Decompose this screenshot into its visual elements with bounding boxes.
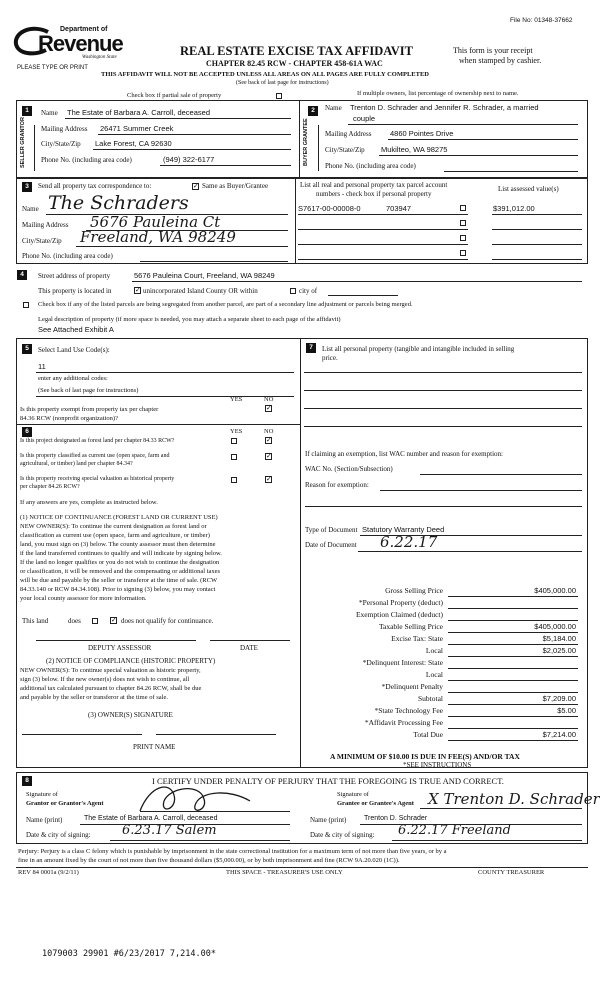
owner-signature-label: (3) OWNER(S) SIGNATURE <box>88 711 173 719</box>
corr-name-label: Name <box>22 205 39 213</box>
logo-dept: Department of <box>60 26 108 33</box>
notice2-title: (2) NOTICE OF COMPLIANCE (HISTORIC PROPERTY) <box>46 657 216 665</box>
corr-city-value: Freeland, WA 98249 <box>80 228 236 246</box>
buyer-city-value: Mukilteo, WA 98275 <box>381 145 448 154</box>
file-number: File No: 01348-37662 <box>510 17 573 24</box>
historic-question-2: per chapter 84.26 RCW? <box>20 484 80 490</box>
parcels-header-2: numbers - check box if personal property <box>316 190 432 198</box>
section-7-badge: 7 <box>306 343 316 353</box>
seller-mailing-label: Mailing Address <box>41 125 88 133</box>
multiple-owners-note: If multiple owners, list percentage of ownership next to name. <box>357 90 519 97</box>
grantee-print-value: Trenton D. Schrader <box>364 815 428 822</box>
personal-property-checkbox-1[interactable] <box>460 205 466 211</box>
personal-property-checkbox-2[interactable] <box>460 220 466 226</box>
doc-date-label: Date of Document <box>305 541 357 549</box>
exempt-question-2: 84.36 RCW (nonprofit organization)? <box>20 415 118 422</box>
personal-property-label-2: price. <box>322 354 338 362</box>
doc-type-label: Type of Document <box>305 526 358 534</box>
forest-no-checkbox[interactable]: ✓ <box>266 437 272 444</box>
seller-phone-label: Phone No. (including area code) <box>41 156 132 164</box>
doc-date-value: 6.22.17 <box>380 533 438 551</box>
historic-question-1: Is this property receiving special valuation as historical property <box>20 476 175 482</box>
this-land-label: This land <box>22 617 49 625</box>
grantee-signature: X Trenton D. Schrader <box>428 790 600 808</box>
located-county: unincorporated Island County OR within <box>143 287 258 295</box>
send-correspondence-label: Send all property tax correspondence to: <box>38 182 152 190</box>
notice1-title: (1) NOTICE OF CONTINUANCE (FOREST LAND OR CURRENT USE) <box>20 514 218 521</box>
perjury-line-2: fine in an amount fixed by the court of not more than five thousand dollars ($5,000.00), or by both imprisonment and fine (RCW 9A.20.020 (1C)). <box>18 857 400 864</box>
exempt-question-1: Is this property exempt from property tax per chapter <box>20 406 159 413</box>
exempt-yes-header: YES <box>230 396 243 403</box>
street-value: 5676 Pauleina Court, Freeland, WA 98249 <box>134 271 275 280</box>
designation-yes-header: YES <box>230 428 243 435</box>
partial-sale-label: Check box if partial sale of property <box>127 92 222 99</box>
grantee-date-label: Date & city of signing: <box>310 831 375 839</box>
seller-mailing-value: 26471 Summer Creek <box>100 124 174 133</box>
designation-no-header: NO <box>264 428 274 435</box>
personal-property-label-1: List all personal property (tangible and intangible included in selling <box>322 345 515 353</box>
section-3-badge: 3 <box>22 182 32 192</box>
buyer-name-value-1: Trenton D. Schrader and Jennifer R. Schrader, a married <box>350 103 539 112</box>
grantee-print-label: Name (print) <box>310 816 347 824</box>
section-6-badge: 6 <box>22 427 32 437</box>
see-back-instructions: (See back of last page for instructions) <box>236 80 329 86</box>
segregated-label: Check box if any of the listed parcels are being segregated from another parcel, are part of a secondary line adjustment or parcels being merged. <box>38 301 413 308</box>
segregated-checkbox[interactable] <box>23 302 29 308</box>
does-qualify-checkbox[interactable] <box>92 618 98 624</box>
does-not-qualify-checkbox[interactable]: ✓ <box>111 617 117 624</box>
corr-name-value: The Schraders <box>48 192 189 214</box>
legal-description-label: Legal description of property (if more space is needed, you may attach a separate sheet to each page of the affidavit) <box>38 316 341 323</box>
buyer-name-label: Name <box>325 104 342 112</box>
forest-land-question: Is this project designated as forest land per chapter 84.33 RCW? <box>20 438 175 444</box>
grantor-date-label: Date & city of signing: <box>26 831 91 839</box>
land-use-see-back: (See back of last page for instructions) <box>38 387 139 394</box>
buyer-city-label: City/State/Zip <box>325 146 365 154</box>
grantee-sig-label-1: Signature of <box>337 791 369 798</box>
receipt-line-2: when stamped by cashier. <box>459 56 542 65</box>
exempt-no-header: NO <box>264 396 274 403</box>
personal-property-checkbox-4[interactable] <box>460 250 466 256</box>
section-5-badge: 5 <box>22 344 32 354</box>
unincorporated-checkbox[interactable]: ✓ <box>135 287 141 294</box>
corr-phone-label: Phone No. (including area code) <box>22 252 113 260</box>
if-yes-note: If any answers are yes, complete as instructed below. <box>20 499 158 506</box>
minimum-fee-note: A MINIMUM OF $10.00 IS DUE IN FEE(S) AND/OR TAX <box>330 752 520 761</box>
city-checkbox[interactable] <box>290 288 296 294</box>
grantor-sig-label-2: Grantor or Grantor's Agent <box>26 800 104 807</box>
current-use-question-1: Is this property classified as current use (open space, farm and <box>20 453 170 459</box>
warning-text: THIS AFFIDAVIT WILL NOT BE ACCEPTED UNLESS ALL AREAS ON ALL PAGES ARE FULLY COMPLETED <box>101 71 429 78</box>
corr-city-label: City/State/Zip <box>22 237 62 245</box>
buyer-mailing-label: Mailing Address <box>325 130 372 138</box>
historic-yes-checkbox[interactable] <box>231 477 237 483</box>
treasurer-space-label: THIS SPACE - TREASURER'S USE ONLY <box>226 869 343 876</box>
corr-mailing-label: Mailing Address <box>22 221 69 229</box>
seller-phone-value: (949) 322-6177 <box>163 155 215 164</box>
section-2-badge: 2 <box>308 106 318 116</box>
street-label: Street address of property <box>38 272 111 280</box>
current-use-no-checkbox[interactable]: ✓ <box>266 453 272 460</box>
form-revision: REV 84 0001a (9/2/11) <box>18 869 79 876</box>
buyer-phone-label: Phone No. (including area code) <box>325 162 416 170</box>
cashier-stamp: 1079003 29901 #6/23/2017 7,214.00* <box>42 949 216 959</box>
seller-name-value: The Estate of Barbara A. Carroll, deceased <box>67 108 210 117</box>
section-8-badge: 8 <box>22 776 32 786</box>
assessed-header: List assessed value(s) <box>498 185 559 193</box>
section-1-badge: 1 <box>22 106 32 116</box>
same-as-buyer-checkbox[interactable]: ✓ <box>193 183 199 190</box>
county-treasurer-label: COUNTY TREASURER <box>478 869 545 876</box>
corr-mailing-value: 5676 Pauleina Ct <box>90 213 221 231</box>
located-label: This property is located in <box>38 287 112 295</box>
additional-codes-label: enter any additional codes: <box>38 375 108 382</box>
does-label: does <box>68 617 81 625</box>
grantor-print-value: The Estate of Barbara A. Carroll, deceased <box>84 815 218 822</box>
buyer-grantee-label: BUYER GRANTEE <box>303 118 309 166</box>
exempt-no-checkbox[interactable]: ✓ <box>266 405 272 412</box>
print-name-label: PRINT NAME <box>133 743 176 751</box>
seller-name-label: Name <box>41 109 58 117</box>
grantor-print-label: Name (print) <box>26 816 63 824</box>
buyer-mailing-value: 4860 Pointes Drive <box>390 129 454 138</box>
city-of-label: city of <box>299 287 318 295</box>
parcel-account: 703947 <box>386 204 412 213</box>
land-use-label: Select Land Use Code(s): <box>38 346 110 354</box>
parcels-header-1: List all real and personal property tax parcel account <box>300 181 448 189</box>
logo-sub: Washington State <box>82 55 117 60</box>
legal-description-value: See Attached Exhibit A <box>38 325 114 334</box>
exemption-label: If claiming an exemption, list WAC number and reason for exemption: <box>305 450 503 458</box>
reason-label: Reason for exemption: <box>305 481 369 489</box>
assessed-value: $391,012.00 <box>493 204 535 213</box>
historic-no-checkbox[interactable]: ✓ <box>266 476 272 483</box>
does-not-label: does not qualify for continuance. <box>121 617 214 625</box>
please-print: PLEASE TYPE OR PRINT <box>17 65 88 71</box>
land-use-value: 11 <box>38 362 46 371</box>
same-as-buyer-label: Same as Buyer/Grantee <box>202 182 269 190</box>
forest-yes-checkbox[interactable] <box>231 438 237 444</box>
perjury-line-1: Perjury: Perjury is a class C felony which is punishable by imprisonment in the state correctional institution for a maximum term of not more than five years, or by a <box>18 848 447 855</box>
personal-property-checkbox-3[interactable] <box>460 235 466 241</box>
certify-statement: I CERTIFY UNDER PENALTY OF PERJURY THAT THE FOREGOING IS TRUE AND CORRECT. <box>152 776 504 786</box>
form-chapter: CHAPTER 82.45 RCW - CHAPTER 458-61A WAC <box>206 59 383 68</box>
wac-label: WAC No. (Section/Subsection) <box>305 465 393 473</box>
buyer-name-value-2: couple <box>353 114 376 123</box>
seller-grantor-label: SELLER GRANTOR <box>20 117 26 168</box>
grantee-date-value: 6.22.17 Freeland <box>398 823 511 838</box>
affidavit-page: File No: 01348-37662 Department of Revenue Washington State PLEASE TYPE OR PRINT REAL ESTATE EXCISE TAX AFFIDAVIT CHAPTER 82.45 RCW - CHAPTER 458-61A WAC This form is your receipt when stamped by cashier. THIS AFFIDAVIT WILL NOT BE ACCEPTED UNLESS ALL AREAS ON ALL PAGES ARE FULLY COMPLETED (See back of last page for instructions) Check box if partial sale of property If multiple owners, list percentage of ownership next to name. 1 SELLER GRANTOR Name The Estate of Barbara A. Carroll, deceased Mailing Address 26471 Summer Creek City/State/Zip Lake Forest, CA 92630 Phone No. (including area code) (949) 322-6177 2 BUYER GRANTEE Name Trenton D. Schrader and Jennifer R. Schrader, a married couple Mailing Address 4860 Pointes Drive City/State/Zip Mukilteo, WA 98275 Phone No. (including area code) 3 Send all property tax correspondence to: ✓ Same as Buyer/Grantee Name The Schraders Mailing Address 5676 Pauleina Ct City/State/Zip Freeland, WA 98249 Phone No. (including area code) List all real and personal property tax parcel account numbers - check box if personal property List assessed value(s) S7617-00-00008-0 703947 $391,012.00 4 Street address of property 5676 Pauleina Court, Freeland, WA 98249 This property is located in ✓ unincorporated Island County OR within city of Check box if any of the listed parcels are being segregated from another parcel, are part of a secondary line adjustment or parcels being merged. Legal description of property (if more space is needed, you may attach a separate sheet to each page of the affidavit) See Attached Exhibit A 5 Select Land Use Code(s): 11 enter any additional codes: (See back of last page for instructions) YES NO Is this property exempt from property tax per chapter 84.36 RCW (nonprofit organization)? ✓ 6 YES NO Is this project designated as forest land per chapter 84.33 RCW? ✓ Is this property classified as current use (open space, farm and agricultural, or timber) land per chapter 84.34? ✓ Is this property receiving special valuation as historical property per chapter 84.26 RCW? ✓ If any answers are yes, complete as instructed below. (1) NOTICE OF CONTINUANCE (FOREST LAND OR CURRENT USE) NEW OWNER(S): To continue the current designation as forest land or classification as current use (open space, farm and agriculture, or timber) land, you must sign on (3) below. The county assessor must then determine if the land transferred continues to qualify and will indicate by signing below. If the land no longer qualifies or you do not wish to continue the designation or classification, it will be removed and the compensating or additional taxes will be due and payable by the seller or transferor at the time of sale. (RCW 84.33.140 or RCW 84.34.108). Prior to signing (3) below, you may contact your local county assessor for more information. This land does ✓ does not qualify for continuance. DEPUTY ASSESSOR DATE (2) NOTICE OF COMPLIANCE (HISTORIC PROPERTY) NEW OWNER(S): To continue special valuation as historic property, sign (3) below. If the new owner(s) does not wish to continue, all additional tax calculated pursuant to chapter 84.26 RCW, shall be due and payable by the seller or transferor at the time of sale. (3) OWNER(S) SIGNATURE PRINT NAME 7 List all personal property (tangible and intangible included in selling price. If claiming an exemption, list WAC number and reason for exemption: WAC No. (Section/Subsection) Reason for exemption: Type of Document Statutory Warranty Deed Date of Document 6.22.17 Gross Selling Price $405,000.00 *Personal Property (deduct) Exemption Claimed (deduct) Taxable Selling Price $405,000.00 Excise Tax: State $5,184.00 Local $2,025.00 *Delinquent Interest: State Local *Delinquent Penalty Subtotal $7,209.00 *State Technology Fee $5.00 *Affidavit Processing Fee Total Due $7,214.00 A MINIMUM OF $10.00 IS DUE IN FEE(S) AND/OR TAX *SEE INSTRUCTIONS 8 I CERTIFY UNDER PENALTY OF PERJURY THAT THE FOREGOING IS TRUE AND CORRECT. Signature of Grantor or Grantor's Agent Name (print) The Estate of Barbara A. Carroll, deceased Date & city of signing: 6.23.17 Salem Signature of Grantee or Grantee's Agent X Trenton D. Schrader Name (print) Trenton D. Schrader Date & city of signing: 6.22.17 Freeland Perjury: Perjury is a class C felony which is punishable by imprisonment in the state correctional institution for a maximum term of not more than five years, or by a fine in an amount fixed by the court of not more than five thousand dollars ($5,000.00), or by both imprisonment and fine (RCW 9A.20.020 (1C)). REV 84 0001a (9/2/11) THIS SPACE - TREASURER'S USE ONLY COUNTY TREASURER 1079003 29901 #6/23/2017 7,214.00* <box>0 0 600 989</box>
logo-name: Revenue <box>38 31 123 56</box>
current-use-question-2: agricultural, or timber) land per chapter 84.34? <box>20 461 133 467</box>
doc-type-value: Statutory Warranty Deed <box>362 525 445 534</box>
section-4-badge: 4 <box>17 270 27 280</box>
grantee-sig-label-2: Grantee or Grantee's Agent <box>337 800 414 807</box>
parcel-number: S7617-00-00008-0 <box>298 204 361 213</box>
grantor-date-value: 6.23.17 Salem <box>122 823 217 838</box>
current-use-yes-checkbox[interactable] <box>231 454 237 460</box>
deputy-assessor-label: DEPUTY ASSESSOR <box>88 644 152 652</box>
seller-city-label: City/State/Zip <box>41 140 81 148</box>
form-title: REAL ESTATE EXCISE TAX AFFIDAVIT <box>180 44 413 58</box>
deputy-date-label: DATE <box>240 644 258 652</box>
seller-city-value: Lake Forest, CA 92630 <box>95 139 172 148</box>
grantor-sig-label-1: Signature of <box>26 791 58 798</box>
see-instructions-note: *SEE INSTRUCTIONS <box>403 761 472 769</box>
receipt-line-1: This form is your receipt <box>453 46 533 55</box>
partial-sale-checkbox[interactable] <box>276 93 282 99</box>
